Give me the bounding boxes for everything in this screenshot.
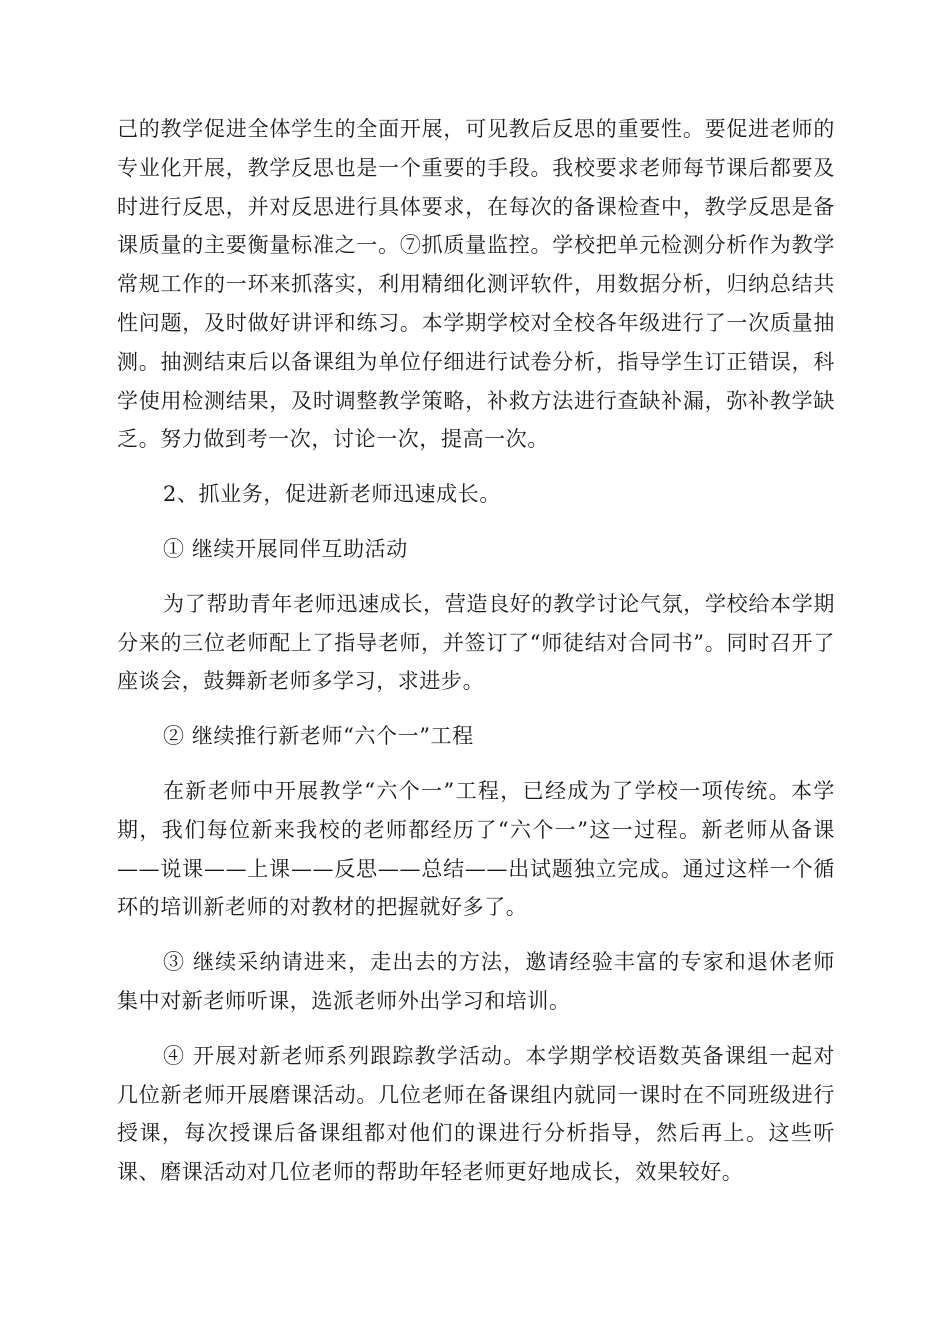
item-4: ④ 开展对新老师系列跟踪教学活动。本学期学校语数英备课组一起对几位新老师开展磨课活动。几位老师在备课组内就同一课时在不同班级进行授课，每次授课后备课组都对他们的课进行分析指导，然后再上。这些听课、磨课活动对几位老师的帮助年轻老师更好地成长，效果较好。: [117, 1043, 835, 1185]
paragraph-mentoring: 为了帮助青年老师迅速成长，营造良好的教学讨论气氛，学校给本学期分来的三位老师配上了指导老师，并签订了“师徒结对合同书”。同时召开了座谈会，鼓舞新老师多学习，求进步。: [117, 591, 835, 694]
section-heading-2: 2、抓业务，促进新老师迅速成长。: [163, 482, 501, 507]
paragraph-six-ones: 在新老师中开展教学“六个一”工程，已经成为了学校一项传统。本学期，我们每位新来我校的老师都经历了“六个一”这一过程。新老师从备课——说课——上课——反思——总结——出试题独立完成。通过这样一个循环的培训新老师的对教材的把握就好多了。: [117, 778, 835, 920]
paragraph-continuation: 己的教学促进全体学生的全面开展，可见教后反思的重要性。要促进老师的专业化开展，教学反思也是一个重要的手段。我校要求老师每节课后都要及时进行反思，并对反思进行具体要求，在每次的备课检查中，教学反思是备课质量的主要衡量标准之一。⑦抓质量监控。学校把单元检测分析作为教学常规工作的一环来抓落实，利用精细化测评软件，用数据分析，归纳总结共性问题，及时做好讲评和练习。本学期学校对全校各年级进行了一次质量抽测。抽测结束后以备课组为单位仔细进行试卷分析，指导学生订正错误，科学使用检测结果，及时调整教学策略，补救方法进行查缺补漏，弥补教学缺乏。努力做到考一次，讨论一次，提高一次。: [117, 117, 835, 452]
subheading-2: ② 继续推行新老师“六个一”工程: [163, 724, 474, 749]
document-page: [117, 110, 835, 1192]
subheading-1: ① 继续开展同伴互助活动: [163, 536, 408, 561]
item-3: ③ 继续采纳请进来，走出去的方法，邀请经验丰富的专家和退休老师集中对新老师听课，选派老师外出学习和培训。: [117, 950, 835, 1013]
